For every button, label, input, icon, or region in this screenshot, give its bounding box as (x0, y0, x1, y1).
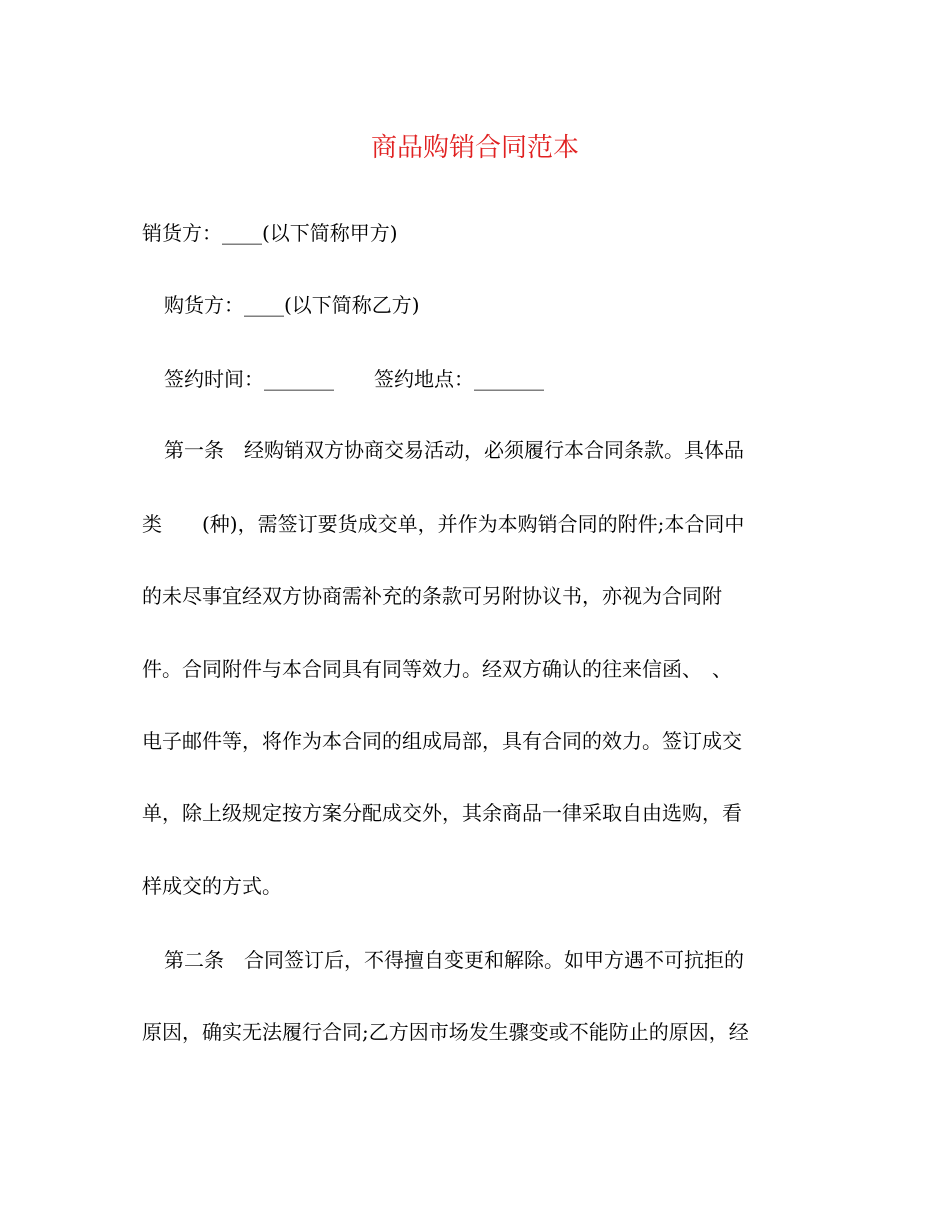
buyer-line: 购货方：____(以下简称乙方) (164, 293, 420, 317)
document-title: 商品购销合同范本 (370, 133, 579, 163)
paragraph-line: 第二条 合同签订后，不得擅自变更和解除。如甲方遇不可抗拒的 (164, 948, 744, 972)
paragraph-line: 件。合同附件与本合同具有同等效力。经双方确认的往来信函、 、 (142, 657, 732, 681)
paragraph-line: 第一条 经购销双方协商交易活动，必须履行本合同条款。具体品 (164, 438, 744, 462)
paragraph-line: 样成交的方式。 (142, 874, 282, 898)
paragraph-line: 类 (种)，需签订要货成交单，并作为本购销合同的附件;本合同中 (142, 512, 745, 536)
signing-info-line: 签约时间：_______ 签约地点：_______ (164, 367, 544, 391)
paragraph-line: 原因，确实无法履行合同;乙方因市场发生骤变或不能防止的原因，经 (142, 1020, 749, 1044)
paragraph-line: 电子邮件等，将作为本合同的组成局部，具有合同的效力。签订成交 (142, 729, 742, 753)
paragraph-line: 单，除上级规定按方案分配成交外，其余商品一律采取自由选购，看 (142, 801, 742, 825)
seller-line: 销货方：____(以下简称甲方) (142, 221, 398, 245)
paragraph-line: 的未尽事宜经双方协商需补充的条款可另附协议书，亦视为合同附 (142, 584, 722, 608)
